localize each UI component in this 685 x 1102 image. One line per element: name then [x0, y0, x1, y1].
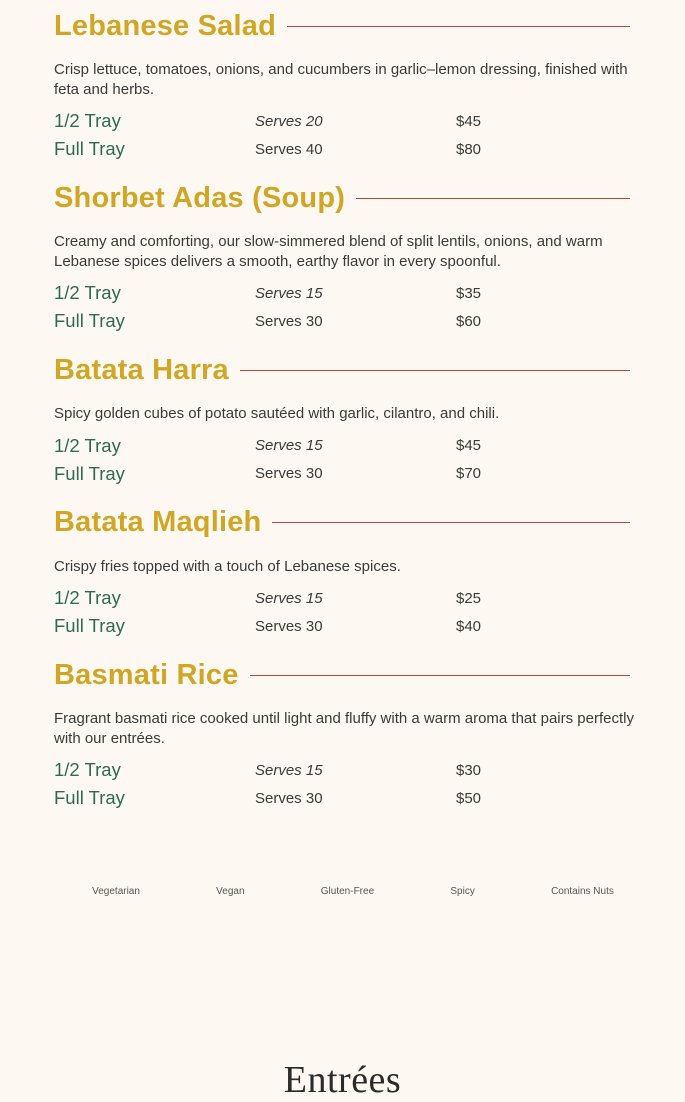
- dish-basmati-rice: [54, 649, 652, 812]
- dish-description: Crisp lettuce, tomatoes, onions, and cucumbers in garlic–lemon dressing, finished with feta and herbs.: [54, 61, 628, 98]
- price-row: [54, 279, 652, 307]
- tray-size: 1/2 Tray: [54, 110, 121, 131]
- price: $25: [456, 589, 482, 607]
- serves-count: Serves 15: [255, 437, 323, 454]
- dish-name: Shorbet Adas (Soup): [54, 181, 346, 214]
- price: $40: [456, 617, 482, 635]
- price: $30: [456, 761, 482, 779]
- dietary-legend: [54, 886, 652, 897]
- price-row: [54, 584, 652, 612]
- price: $80: [456, 140, 482, 158]
- serves-count: Serves 30: [255, 465, 323, 482]
- tray-size: Full Tray: [54, 615, 125, 636]
- price-table: [54, 584, 652, 640]
- price-row: [54, 784, 652, 812]
- price-table: [54, 432, 652, 488]
- price-table: [54, 107, 652, 163]
- serves-count: Serves 15: [255, 284, 323, 302]
- legend-gluten-free: Gluten-Free: [320, 886, 375, 897]
- legend-spicy: Spicy: [450, 886, 475, 897]
- tray-size: 1/2 Tray: [54, 587, 121, 608]
- divider-line: [287, 26, 630, 27]
- tray-size: 1/2 Tray: [54, 434, 121, 456]
- dish-batata-maqlieh: [54, 497, 652, 641]
- dish-description: Fragrant basmati rice cooked until light and fluffy with a warm aroma that pairs perfectly with our entrées.: [54, 710, 634, 747]
- tray-size: 1/2 Tray: [54, 759, 121, 780]
- menu-list: [54, 0, 652, 812]
- price: $70: [456, 465, 482, 482]
- serves-count: Serves 20: [255, 112, 323, 130]
- tray-size: Full Tray: [54, 138, 125, 159]
- dish-name: Batata Harra: [54, 353, 229, 386]
- serves-count: Serves 15: [255, 761, 323, 779]
- divider-line: [272, 522, 630, 523]
- price-row: [54, 135, 652, 163]
- price-row: [54, 107, 652, 135]
- price: $60: [456, 312, 482, 330]
- dish-name: Batata Maqlieh: [54, 506, 262, 538]
- price: $45: [456, 437, 482, 454]
- price-row: [54, 612, 652, 640]
- dish-description: Creamy and comforting, our slow-simmered blend of split lentils, onions, and warm Lebanese spices delivers a smooth, earthy flavor in every spoonful.: [54, 233, 603, 270]
- dish-shorbet-adas: [54, 172, 652, 335]
- divider-line: [356, 198, 630, 199]
- dish-header: [54, 0, 652, 52]
- dish-header: [54, 497, 652, 549]
- serves-count: Serves 15: [255, 589, 323, 607]
- dish-name: Basmati Rice: [54, 658, 239, 691]
- price: $50: [456, 789, 482, 807]
- divider-line: [250, 675, 630, 676]
- price-row: [54, 432, 652, 460]
- tray-size: 1/2 Tray: [54, 282, 121, 303]
- section-title-entrees: Entrées: [283, 1059, 402, 1101]
- dish-description: Crispy fries topped with a touch of Lebanese spices.: [54, 557, 401, 575]
- dish-description: Spicy golden cubes of potato sautéed with garlic, cilantro, and chili.: [54, 405, 500, 422]
- dish-header: [54, 172, 652, 224]
- dish-lebanese-salad: [54, 0, 652, 163]
- dish-name: Lebanese Salad: [54, 9, 277, 42]
- price-row: [54, 756, 652, 784]
- price: $45: [456, 112, 482, 130]
- price-table: [54, 279, 652, 335]
- dish-header: [54, 649, 652, 701]
- tray-size: Full Tray: [54, 787, 125, 808]
- tray-size: Full Tray: [54, 310, 125, 331]
- dish-header: [54, 344, 652, 396]
- serves-count: Serves 40: [255, 140, 323, 158]
- price-row: [54, 307, 652, 335]
- tray-size: Full Tray: [54, 462, 125, 484]
- serves-count: Serves 30: [255, 312, 323, 330]
- price-table: [54, 756, 652, 812]
- serves-count: Serves 30: [255, 617, 323, 635]
- dish-batata-harra: [54, 344, 652, 488]
- divider-line: [240, 370, 630, 371]
- price-row: [54, 460, 652, 488]
- price: $35: [456, 284, 482, 302]
- serves-count: Serves 30: [255, 789, 323, 807]
- legend-contains-nuts: Contains Nuts: [551, 886, 614, 897]
- legend-vegan: Vegan: [216, 886, 245, 897]
- legend-vegetarian: Vegetarian: [92, 886, 140, 897]
